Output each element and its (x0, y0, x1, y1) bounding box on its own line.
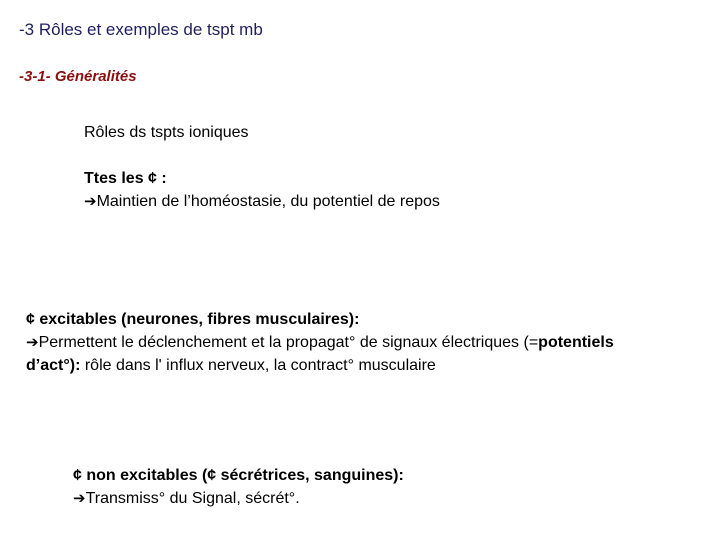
all-cells-block (84, 167, 440, 213)
section-subtitle: -3-1- Généralités (19, 68, 137, 85)
excitable-point-continued (26, 354, 696, 377)
non-excitable-label: ¢ non excitables (¢ sécrétrices, sanguines): (73, 467, 404, 484)
non-excitable-text: Transmiss° du Signal, sécrét°. (85, 490, 300, 507)
slide-title: -3 Rôles et exemples de tspt mb (19, 20, 263, 39)
all-cells-text: Maintien de l’homéostasie, du potentiel de repos (96, 193, 440, 210)
arrow-right-icon: ➔ (26, 333, 39, 351)
non-excitable-point (73, 487, 404, 510)
excitable-bold-term: potentiels (538, 334, 614, 351)
excitable-text: Permettent le déclenchement et la propagat° de signaux électriques (= (38, 334, 539, 351)
excitable-point (26, 331, 696, 354)
all-cells-label: Ttes les ¢ : (84, 170, 167, 187)
non-excitable-cells-block (73, 464, 404, 510)
excitable-bold-term-end: d’act°): (26, 357, 81, 374)
excitable-label: ¢ excitables (neurones, fibres musculaires): (26, 311, 360, 328)
excitable-cells-block (26, 308, 696, 377)
all-cells-point (84, 190, 440, 213)
arrow-right-icon: ➔ (84, 192, 97, 210)
arrow-right-icon: ➔ (73, 489, 86, 507)
excitable-text-end: rôle dans l' influx nerveux, la contract° musculaire (80, 357, 436, 374)
ionic-transport-roles-heading: Rôles ds tspts ioniques (84, 124, 249, 141)
